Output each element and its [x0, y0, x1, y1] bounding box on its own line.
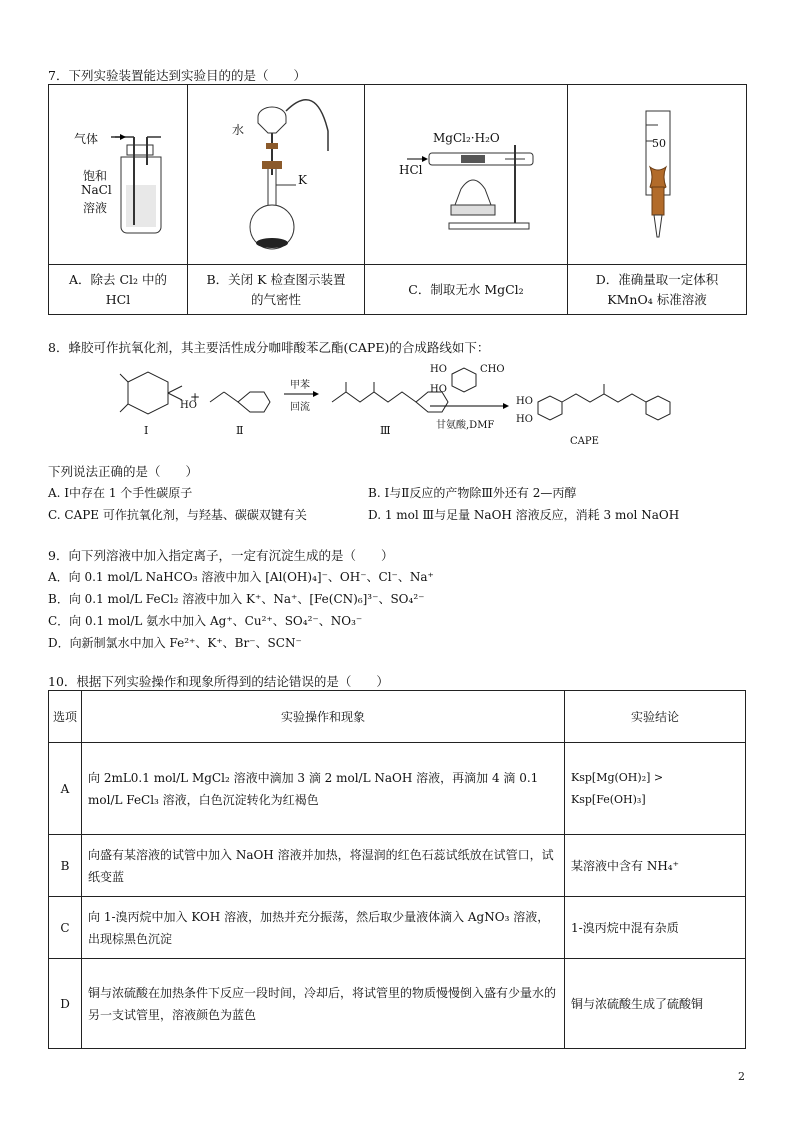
- cape-ho-bottom: HO: [516, 414, 533, 425]
- label-compound-1: Ⅰ: [144, 424, 149, 437]
- q7-caption-d: D．准确量取一定体积 KMnO₄ 标准溶液: [568, 265, 747, 315]
- q8-option-c: C. CAPE 可作抗氧化剂，与羟基、碳碳双键有关: [48, 508, 307, 522]
- label-hcl: HCl: [399, 163, 423, 177]
- row-conclusion: 铜与浓硫酸生成了硫酸铜: [565, 959, 746, 1049]
- label-k: K: [298, 173, 307, 187]
- q8-scheme: [100, 362, 700, 452]
- q10-title: 10．根据下列实验操作和现象所得到的结论错误的是（ ）: [48, 674, 389, 689]
- q10-header-operation: 实验操作和现象: [82, 691, 565, 743]
- q8-title: 8．蜂胶可作抗氧化剂，其主要活性成分咖啡酸苯乙酯(CAPE)的合成路线如下：: [48, 340, 490, 355]
- label-ho-ii: HO: [180, 400, 197, 411]
- label-water: 水: [232, 123, 245, 137]
- table-row: [49, 897, 746, 959]
- q9-option-a: A．向 0.1 mol/L NaHCO₃ 溶液中加入 [Al(OH)₄]⁻、OH⁻、Cl⁻、Na⁺: [48, 570, 434, 584]
- row-conclusion: Ksp[Mg(OH)₂] > Ksp[Fe(OH)₃]: [565, 743, 746, 835]
- label-compound-2: Ⅱ: [236, 424, 244, 437]
- flask-funnel-figure: [188, 85, 364, 261]
- q9-option-c: C．向 0.1 mol/L 氨水中加入 Ag⁺、Cu²⁺、SO₄²⁻、NO₃⁻: [48, 614, 363, 628]
- row-option: A: [49, 743, 82, 835]
- q10-table: [48, 690, 746, 1049]
- row-option: B: [49, 835, 82, 897]
- q7-panel-d: [568, 85, 747, 265]
- q8-option-a: A. Ⅰ中存在 1 个手性碳原子: [48, 486, 193, 500]
- label-ho-top: HO: [430, 364, 447, 375]
- q10-header-conclusion: 实验结论: [565, 691, 746, 743]
- q7-panel-a: [49, 85, 188, 265]
- cond-glycine-dmf: 甘氨酸,DMF: [436, 420, 495, 431]
- cond-reflux: 回流: [290, 402, 310, 413]
- label-gas: 气体: [74, 132, 99, 146]
- plus-sign: +: [190, 390, 201, 404]
- burette-figure: [568, 85, 746, 261]
- q10-header-option: 选项: [49, 691, 82, 743]
- q7-caption-a: A．除去 Cl₂ 中的 HCl: [49, 265, 188, 315]
- q9-option-b: B．向 0.1 mol/L FeCl₂ 溶液中加入 K⁺、Na⁺、[Fe(CN)₆]³⁻、SO₄²⁻: [48, 592, 425, 606]
- table-row: [49, 743, 746, 835]
- label-mgcl2-h2o: MgCl₂·H₂O: [433, 131, 500, 145]
- q7-title: 7．下列实验装置能达到实验目的的是（ ）: [48, 68, 306, 83]
- label-50: 50: [652, 137, 666, 150]
- label-solution: 溶液: [83, 201, 108, 215]
- page-number: 2: [738, 1070, 745, 1083]
- row-conclusion: 1-溴丙烷中混有杂质: [565, 897, 746, 959]
- row-option: C: [49, 897, 82, 959]
- label-cape: CAPE: [570, 436, 599, 447]
- dehydration-setup-figure: [365, 85, 567, 261]
- cond-toluene: 甲苯: [290, 380, 310, 391]
- row-operation: 向 2mL0.1 mol/L MgCl₂ 溶液中滴加 3 滴 2 mol/L NaOH 溶液，再滴加 4 滴 0.1 mol/L FeCl₃ 溶液，白色沉淀转化为红褐色: [82, 743, 565, 835]
- label-compound-3: Ⅲ: [380, 424, 391, 437]
- row-operation: 铜与浓硫酸在加热条件下反应一段时间，冷却后，将试管里的物质慢慢倒入盛有少量水的另一支试管里，溶液颜色为蓝色: [82, 959, 565, 1049]
- q7-caption-b: B．关闭 K 检查图示装置 的气密性: [188, 265, 365, 315]
- table-row: [49, 835, 746, 897]
- label-nacl: NaCl: [81, 183, 112, 197]
- q8-option-d: D. 1 mol Ⅲ与足量 NaOH 溶液反应，消耗 3 mol NaOH: [368, 508, 680, 522]
- q9-option-d: D．向新制氯水中加入 Fe²⁺、K⁺、Br⁻、SCN⁻: [48, 636, 302, 650]
- q8-stem: 下列说法正确的是（ ）: [48, 464, 199, 479]
- label-cho: CHO: [480, 364, 505, 375]
- table-row: [49, 959, 746, 1049]
- q7-caption-c: C．制取无水 MgCl₂: [365, 265, 568, 315]
- q7-panel-c: [365, 85, 568, 265]
- q7-panel-b: [188, 85, 365, 265]
- label-saturated: 饱和: [83, 169, 108, 183]
- label-ho-bottom: HO: [430, 384, 447, 395]
- row-operation: 向 1-溴丙烷中加入 KOH 溶液，加热并充分振荡，然后取少量液体滴入 AgNO₃ 溶液，出现棕黑色沉淀: [82, 897, 565, 959]
- gas-washing-bottle-figure: [49, 85, 187, 261]
- q9-title: 9．向下列溶液中加入指定离子，一定有沉淀生成的是（ ）: [48, 548, 394, 563]
- row-operation: 向盛有某溶液的试管中加入 NaOH 溶液并加热，将湿润的红色石蕊试纸放在试管口，试纸变蓝: [82, 835, 565, 897]
- q7-table: [48, 84, 747, 315]
- row-option: D: [49, 959, 82, 1049]
- cape-ho-top: HO: [516, 396, 533, 407]
- q8-option-b: B. Ⅰ与Ⅱ反应的产物除Ⅲ外还有 2—丙醇: [368, 486, 577, 500]
- row-conclusion: 某溶液中含有 NH₄⁺: [565, 835, 746, 897]
